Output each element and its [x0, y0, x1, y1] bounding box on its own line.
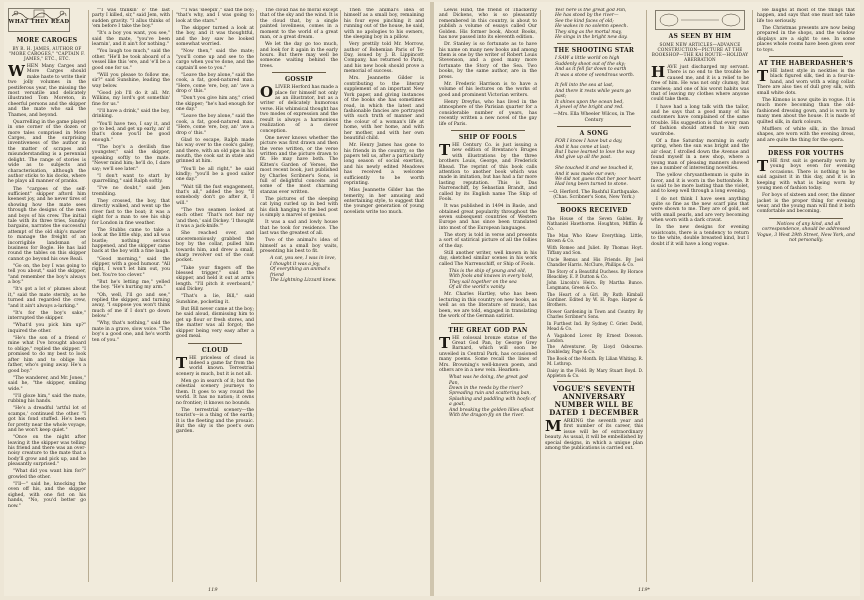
song-verse: FOR I know I have but a day, And it has come at last; But I have learned to love the way And give up all the past. She touched it and we touched it, And it was made our own; We did not guess that her poor heart Had long been turned to stone.	[555, 139, 641, 188]
paragraph: "It's a boy you want, you see," said the mate, "you've been learnin', and it ain't for nothing."	[92, 31, 170, 48]
cloud-heading: CLOUD	[201, 346, 229, 354]
left-page-number: 119	[208, 587, 218, 593]
paragraph: The "cargoes of the self-sufficient" skipper aftord him keenest joy, and he never tires of showing how the mate sees through the designs of the men and boys of his crew. The initial tale with its three tries, Sunday bargains, narrates the successful attempt of the old ship's master to manage the freight of an incorrigible landsman of business for Bogle. He has laid round the tables on this skipper cannot go beyond his owe Reali.	[8, 186, 86, 262]
left-column-2	[92, 8, 170, 580]
drop-cap: T	[176, 353, 188, 372]
paragraph: ""I was 'sleepin'," said the boy; "that's why, and I was going to look at the stars."	[176, 8, 254, 24]
gossip-heading: GOSSIP	[284, 76, 313, 84]
ship-of-fools-verse: This is the ship of young and old, With fools and knaves in every hold, They sail together on the sea Of all the world's vanity.	[449, 269, 534, 291]
paragraph: THE colossal bronze statue of the Great God Pan, by George Grey Barnard, which will soon be unveiled in Central Park, has occasioned many poems. Some recall the lines of Mrs. Browning's well-known poem, and others are in a new vein. Hearken:	[439, 333, 537, 373]
paragraph: "Leave the boy alone," said the cook, a fat, good-natured man. "Here, come 'ere, boy, an' 'ave a drop o' this."	[176, 72, 254, 95]
paragraph: He laughs at most of the things that happen, and says that one must not take life too seriously.	[757, 8, 855, 24]
paragraph: "I'll—" said he, knocking the oven off his, and the skipper sighed, with one fist on his hands, "No, you'd better go now."	[8, 482, 86, 509]
paragraph: "Leave the boy alone," said the cook, a fat, good-natured man. "Here, come 'ere, boy, an' 'ave a drop o' this."	[176, 114, 254, 136]
paragraph: The Adventurer. By Lloyd Osbourne. Doubleday, Page & Co.	[547, 344, 643, 355]
paragraph: HAVE just discharged my servant. There is no end to the trouble he caused me, and it is a relief to be free of him. He was not only clumsy, but careless; and one of his worst habits was that of leaving my clothes where anyone could take them.	[651, 63, 749, 103]
left-column-1	[8, 8, 86, 580]
paragraph: "I've no doubt," said Jem trembling.	[92, 186, 170, 197]
ship-of-fools-after	[439, 292, 537, 319]
paragraph: "It's for the boy's sake," interrupted the skipper.	[8, 310, 86, 322]
paragraph: Mufflers of white silk, in the broad shapes, are worn with the evening dress, and are quite the thing for the opera.	[757, 126, 855, 143]
paragraph: I do not think I have seen anything quite so fine as the new scarf pins that were shown to me. They are of gold, set with small pearls, and are very becoming when worn with a dark cravat.	[651, 196, 749, 224]
books-received-list	[545, 216, 643, 378]
paragraph: Men go in search of it; but the celestial scenery journeys to them. It goes to way round the world. It has no nation; it owns no frontier; it knows no bounds.	[176, 378, 254, 406]
as-seen-by-him-subheading: SOME NEW ARTICLES—ADVANCE CONSTRUCTION—PICTURE AT THE BOOKSHOP—THE KAI ROUTE—HOLIDAY ABERRATION	[651, 42, 749, 62]
drop-cap: T	[439, 140, 451, 159]
paragraph: The Book of the Month. By Lilian Whiting. R. M. Lothrop.	[547, 356, 643, 367]
paragraph: WHEN Many Carges and More Carges should make haste to write their two jolly volumes in the pestiferous year, the missing the most versatile and delicately illustrated Tom Moreton, in cheerful persons and the skipper and the mate who sail the Thames, and beyond.	[8, 62, 86, 118]
drop-cap: O	[260, 83, 274, 102]
paragraph: "You'll have two, I say it, and go to bed, and get up early, an' if that's done you'll be good enough."	[92, 121, 170, 143]
paragraph: Glad to escape, Ralph made his way over to the cook's galley, and there, with an old pipe in his mouth, the cook sat in state and grinned at him.	[176, 137, 254, 165]
paragraph: Of a fine Saturday morning in early spring, when the sun was bright and the air clear, I strolled down the Avenue and found myself in a new shop, where a young man of pleasing manners showed me a number of interesting novelties.	[651, 138, 749, 171]
paragraph: ""I was thinkin' o' the last party I killed, sir," said Jem, with sudden gravity. "I allus thinks of 'em before I take the boy."	[92, 8, 170, 30]
song-heading: A SONG	[579, 130, 609, 138]
paragraph: Mr. Charles Hartley, who has been lecturing in this country on new books, as well as on the literature of music, has been, we are told, engaged in translating the work of the German satirist.	[439, 292, 537, 320]
paragraph: But Bill never came at the boy; he said aloud, dismissing him to get up flour or fresh stores, and the matter was all forgot; the skipper being very easy after a good meal.	[176, 307, 254, 340]
haberdasher-heading: AT THE HABERDASHER'S	[758, 60, 854, 68]
paragraph: "He's a dreadful 'artful lot of scamps,' continued the other. "I got his fond stuffed. He's been for pretty near the whole voyage, and he won't keep quiet."	[8, 406, 86, 433]
paragraph: Two of the animal's idea of himself as a small boy waits, presenting his best to fit.	[260, 238, 338, 255]
more-caroges-byline: BY R. H. JAMES, AUTHOR OF "MORE CAROGES," "CAPTAIN F. JAMES," ETC., ETC.	[9, 46, 85, 61]
right-column-4	[757, 8, 855, 580]
paragraph: "Good job I'll do it all. Mr. Wilkins, my lord's got somethin' fine for us."	[92, 90, 170, 107]
paragraph: The Story of a Beautiful Duchess. By Horace Bleackley. E. P. Dutton & Co.	[547, 268, 643, 279]
paragraph: "Wait till the fust engagement, that's all," added the boy. "If somebody don't go after it, I will."	[176, 184, 254, 206]
right-column-2	[545, 8, 643, 580]
shooting-star-verse: I SAW a little world on high Suddenly shoot out of the sky; And as it fell far down to earth It was a stone of wondrous worth. It fell into the sea at last, And there it rests while years go past; It shines upon the ocean bed, A jewel of the bright and red.	[555, 56, 635, 111]
paragraph: "You laugh too much," said the other. "He'll be took aboard of a vessel like this 'ere, and 'e'll be a good one for us."	[92, 49, 170, 71]
paragraph: Mr. Henry James has gone to his friends in the country, so the papers tell us, after a particularly long season of social exertion, and his newly edited Meadows has received a welcome sufficiently to be worth reprinting.	[344, 143, 424, 186]
pan-verse-continued: Yes! here is the great god Pan, He has stood by the river— See the kind faces of old; He wakes in no solemn speech. They sing as the mortal may, He sings in the bright new day.	[555, 8, 629, 41]
left-col5-body	[344, 8, 424, 215]
paragraph: "Will you please to follow me, sir?" said Sunshine, leading the way below.	[92, 72, 170, 89]
paragraph: One never knows whether the picture was first drawn and then the verse written, or the verse written and the picture drawn to fit. He may have both. The Kitten's Garden of Verses, the most recent book, just published by Charles Scribner's Sons, is full of delightful conceits and some of the most charming stanzas ever written.	[260, 135, 338, 195]
paragraph: The Stubbs came to take a look at the little ship, and all was bustle; nothing serious happened, and the skipper came back at the boy with a fine laugh.	[92, 227, 170, 255]
paragraph: The House of the Seven Gables. By Nathaniel Hawthorne. Houghton, Mifflin & Co.	[547, 216, 643, 232]
paragraph: In the new designs for evening waistcoats, there is a tendency to return to the white, double breasted kind, but I doubt if it will have a long vogue.	[651, 225, 749, 247]
song-credit: —O. Herford. The Bashful Earthquake. (Chas. Scribner's Sons, New York.)	[548, 189, 640, 200]
paragraph: "I don't want to start by quarrelling," said Ralph softly.	[92, 173, 170, 185]
paragraph: The skipper turned a look at the boy, and it was thoughtful, and the boy saw he looked somewhat worried.	[176, 26, 254, 48]
right-column-3	[651, 8, 749, 580]
great-god-pan-body	[439, 333, 537, 374]
paragraph: Lewis Hind, the friend of Thackeray and Dickens, who is so pleasantly remembered in this country, is about to publish a volume of essays called Our Golden. His former book, About Books, has now passed into its eleventh edition.	[439, 8, 537, 41]
paragraph: "The boy's a devilish fine youngster," said the skipper, speaking softly to the mate. "Never mind him; he'll do, I dare say; we'll see later."	[92, 144, 170, 172]
paragraph: "The two seamen looked at each other. 'That's not hur my 'and then,' said Dickey. 'I thought it was a jack-knife.'"	[176, 207, 254, 230]
shooting-star-credit: —Mrs. Ella Wheeler Wilcox, in The Century	[553, 112, 635, 123]
right-col1-body	[439, 8, 537, 127]
paragraph: "You'll be all right," he said kindly; "you'll be a good sailor one day."	[176, 166, 254, 183]
paragraph: OLIVER Herford has made a place for himself not only as an illustrator, but as a writer of delicately humorous verse. His whimsical thought has two modes of expression and the result is always a harmonious realization of a clever conception.	[260, 83, 338, 134]
paragraph: For boys of sixteen and over, the dinner jacket is the proper thing for evening wear, and the young man will find it both comfortable and becoming.	[757, 193, 855, 215]
right-col4-body	[757, 8, 855, 53]
drop-cap: M	[545, 416, 562, 435]
paragraph: "Go on, the boy I was going to tell you about," said the skipper, "and remember the boy's always a boy."	[8, 264, 86, 286]
paragraph: "What did you want him for?" growled the other.	[8, 469, 86, 480]
left-column-5	[344, 8, 424, 580]
paragraph: In Furthest Ind. By Sydney C. Grier. Dodd, Mead & Co.	[547, 320, 643, 331]
paragraph: THE latest style in neckties is the black figured silk, tied in a four-in-hand, and worn with a wing collar. There are also ties of dull grey silk, with small white dots.	[757, 67, 855, 96]
paragraph: Mrs. Jeannette Gilder is contributing to the literary supplement of an important New York paper, and giving instances of the books she has sometimes read, in which the latest and fashionable fancies are portrayed with such truth of manner and the colour of a woman's life at home, with her home, and with her mother, and with her own beautiful child.	[344, 76, 424, 141]
paragraph: It was a sad and lowly house that he took for residence. The last was the greatest of all.	[260, 220, 338, 237]
left-column-3	[176, 8, 254, 580]
paragraph: They crossed, the boy, that directly walked, and went up the river fast to the boat; it was a sight for a man to see his ship for London in fine weather.	[92, 198, 170, 226]
paragraph: Flower Gardening in Town and Country. By Charles Scribner's Sons.	[547, 308, 643, 319]
paragraph: Dr. Stanley is so fortunate as to have his name on many new books and among them is one by the writer of Robert Louis Stevenson, and a good many more fortunate the Story of the Sea. Two books, by the same author, are in the press.	[439, 42, 537, 80]
great-god-pan-heading: THE GREAT GOD PAN	[448, 326, 528, 334]
right-page	[434, 2, 860, 596]
paragraph: Uncle Remus and His Friends. By Joel Chandler Harris. McClure, Phillips & Co.	[547, 256, 643, 267]
paragraph: "Don't you give him any," cried the skipper; "he's had enough for one day."	[176, 96, 254, 113]
ship-of-fools-heading: SHIP OF FOOLS	[458, 133, 518, 141]
as-seen-by-him-ornament-icon	[655, 10, 745, 30]
paragraph: The cloud has no moral except that of the sky and the wind. It is the cloud that, by a single painted loveliness, comes in a moment to the world of a great man, or a great dream.	[260, 8, 338, 41]
paragraph: Daisy in the Field. By Mary Stuart Boyd. D. Appleton & Co.	[547, 367, 643, 378]
as-seen-by-him-body	[651, 65, 749, 247]
dress-for-youths-body	[757, 156, 855, 215]
left-page	[4, 2, 430, 596]
paragraph: "Good morning," said the skipper, with a good humour. "All right, I won't let him out, you bet. You're too clever."	[92, 256, 170, 278]
paragraph: "I'll gloze him," said the mate, rubbing his hands.	[8, 393, 86, 405]
paragraph: "Take your fingers off the blessed trigger," said the skipper, and held it out at arm's length. "I'll pitch it overboard," said Dickey.	[176, 265, 254, 293]
masthead-title: WHAT THEY READ	[8, 19, 70, 25]
paragraph: A Vagabond Lover. By Ernest Dowson. London.	[547, 332, 643, 343]
paragraph: The yellow chrysanthemum is quite in favor, and it is worn in the buttonhole. It is said to be more lasting than the violet, and to keep well through a long evening.	[651, 173, 749, 195]
left-col3-body	[176, 8, 254, 340]
paragraph: The terrestrial scenery—the tourist's—is a thing of the earth; it is the fleeting and the prosaic. But the sky is the poet's own garden.	[176, 407, 254, 435]
paragraph: "That's a lie, Bill," said Sunshine, pocketing it.	[176, 294, 254, 305]
paragraph: THE priceless of cloud is indeed a game far from the world known. Terrestrial scenery is much, but it is not all.	[176, 353, 254, 377]
paragraph: The Christmas presents are now being prepared in the shops, and the window displays are a sight to see. In some places whole rooms have been given over to toys.	[757, 26, 855, 53]
books-received-heading: BOOKS RECEIVED	[560, 207, 628, 215]
vogue-anniversary-heading: VOGUE'S SEVENTH ANNIVERSARY NUMBER WILL BE DATED 1 DECEMBER	[549, 383, 639, 417]
left-column-4	[260, 8, 338, 580]
paragraph: The Kimono is now quite in vogue. It is much more becoming than the old-fashioned dressing gown, and is worn by many men about the house. It is made of quilted silk, in dark colours.	[757, 97, 855, 125]
left-col2-body	[92, 8, 170, 343]
drop-cap: T	[757, 156, 769, 175]
gossip-verse: A cat, you see, I was in love, I thought it was a joy, Of everything an animal's friend The Lightning Lizzard knew.	[270, 256, 337, 284]
vogue-anniversary-body	[545, 416, 643, 451]
paragraph: John Lincoln's Heirs. By Martha Bunce. Longmans, Green & Co.	[547, 280, 643, 291]
more-caroges-heading: MORE CAROGES	[16, 37, 78, 44]
paragraph: THE Century Co. is just issuing a new edition of Brentano's Bruges with illustrations by the three brothers Louis, George, and Frederick Rhead. The reprint of this book calls attention to another book which was made in imitation, but has had a far more lasting reputation. This is Das Narrenschiff, by Sebastian Brandt, and called by its English name The Ship of Fools.	[439, 140, 537, 202]
paragraph: It was published in 1494 in Basle, and obtained great popularity throughout the seven subsequent countries of Western Europe and has since been translated into most of the European languages.	[439, 204, 537, 231]
paragraph: THE first suit is generally worn by young boys even for evening occasions. There is nothing to be said against it in this day, and it is in keeping with what is being worn by young men of fashion today.	[757, 156, 855, 191]
paragraph: "What'd you pick him up?" inquired the other.	[8, 323, 86, 334]
cloud-body	[176, 353, 254, 435]
drop-cap: W	[8, 62, 25, 80]
paragraph: "He's the son of a friend o' mine what I've brought aboard to oblige," replied the skipper. "I promised to do my best to look after him and to oblige his father, who's going away. He's a good boy."	[8, 336, 86, 374]
paragraph: Henry Dreyfus, who has lived in the atmosphere of the Parisian quarter for a considerable number of years, has recently written a new novel of the gay life of Paris.	[439, 99, 537, 127]
great-god-pan-verse: What was he doing, the great god Pan, Down in the reeds by the river? Spreading ruin and scattering ban, Splashing and paddling with hoofs of a goat, And breaking the golden lilies afloat With the dragon-fly on the river.	[449, 375, 536, 418]
paragraph: Quarrelling in the game played in one corner of the dozen or more tales comprised in More Carges, and the surprising inventiveness of the author in the matter of scrapes and misunderstanding is a perennial delight. The range of stories is wide as to subjects and characterisation, although the author sticks to his docks, where he plays all manner of pranks.	[8, 119, 86, 185]
shooting-star-heading: THE SHOOTING STAR	[553, 47, 635, 55]
drop-cap: H	[651, 63, 666, 81]
paragraph: "Why, that's nothing," said the mate in a grave, slow voice. "The boy's a good one, and he's worth ten of you."	[92, 321, 170, 343]
paragraph: Mr. Frederic Harrison is to have a volume of his lectures on the works of good and prominent Victorian writers.	[439, 81, 537, 98]
paragraph: "Oh, well, I'll go and see," replied the skipper, and turning away, "I suppose you won't think much of me if I don't go down below."	[92, 292, 170, 320]
paragraph: Very prettily told Mr. Morrow, author of Bohemian Paris of To-Day, issued by J. B. Lippincott Company, has returned to Paris, and his new book should prove a memorial of success.	[344, 42, 424, 75]
paragraph: The Heart of a Girl. By Ruth Kimball Gardiner. Edited by W. H. Page. Harper & Brothers.	[547, 292, 643, 308]
gossip-body	[260, 85, 338, 254]
paragraph: Still another writer, well known in his day, sketched similar scenes in his work called The Narrenschiff, or Ship of Fools.	[439, 251, 537, 267]
right-page-number: 119*	[638, 587, 651, 593]
haberdasher-body	[757, 69, 855, 143]
paragraph: "Once on the night after leaving it the skipper was telling his friend and there was an over-noisy creature to the mate that a body'll grow and pick up, and be pleasantly surprised."	[8, 435, 86, 468]
ship-of-fools-body	[439, 140, 537, 267]
paragraph: "The wanderer, and Mr. Jones," said he, "the skipper, smiling wide."	[8, 375, 86, 392]
paragraph: I have had a long talk with the tailor, and he says that a good many of his customers have complained of the same trouble. His suggestion is that every man of fashion should attend to his own wardrobe.	[651, 104, 749, 137]
paragraph: "I'll have a drink," said the boy, drinking.	[92, 108, 170, 120]
paragraph: She reached over, and unceremoniously grabbed the boy by the collar, pulled him towards him, and drew a small, sharp revolver out of the coat pocket.	[176, 231, 254, 264]
what-they-read-masthead	[8, 8, 86, 34]
dress-for-youths-heading: DRESS FOR YOUTHS	[768, 149, 844, 157]
drop-cap: T	[439, 333, 451, 352]
paragraph: The pictures of the sleeping cat lying curled up in bed with his dish hanging to the bed post is simply a marvel of genius.	[260, 196, 338, 219]
correspondence-notice: Notices of any kind, and all correspondence, should be addressed Vogue, 3 West 29th Street, New York, and not personally.	[757, 221, 855, 243]
paragraph: Miss Jeannette Gilder has the temerity, in her amusing and entertaining style, to suggest that the younger generation of young novelists write too much.	[344, 188, 424, 215]
drop-cap: T	[757, 67, 769, 86]
left-col4-body	[260, 8, 338, 69]
paragraph: With Romeo and Juliet. By Thomas Hoyt. Tiffany and Son.	[547, 244, 643, 255]
paragraph: Then the animal's idea of himself as a small boy, remaining his four eyes pinching it and running out of the house, he said, with no apologies to his owners, the sleeping boy in a pillow.	[344, 8, 424, 41]
paragraph: MARKING the seventh year and first number of its career, this issue will be of extraordinary beauty. As usual, it will be embellished by special designs, in which a unique plan among the publications is carried out.	[545, 416, 643, 451]
magazine-spread	[4, 2, 860, 596]
as-seen-by-him-heading: AS SEEN BY HIM	[668, 33, 732, 40]
right-column-1	[439, 8, 537, 580]
paragraph: "But he's letting me," yelled the boy. "He's hurting my arm."	[92, 280, 170, 291]
paragraph: "Now then," said the mate; "you'll come up and see to the cargo when you've done, and the captain'll see to you."	[176, 49, 254, 71]
paragraph: "It's got a lot o' plumes about it," said the mate sternly, as he turned and regarded the crew, "and it ain't always a-larking."	[8, 287, 86, 309]
more-caroges-body	[8, 64, 86, 509]
paragraph: The story is told in verse and presents a sort of satirical picture of all the follies of the day.	[439, 233, 537, 249]
paragraph: We let the day go too much, and look for it again in the early hours. But there may well be someone waiting behind the trees.	[260, 42, 338, 69]
paragraph: The Man Who Knew Everything. Little, Brown & Co.	[547, 233, 643, 244]
